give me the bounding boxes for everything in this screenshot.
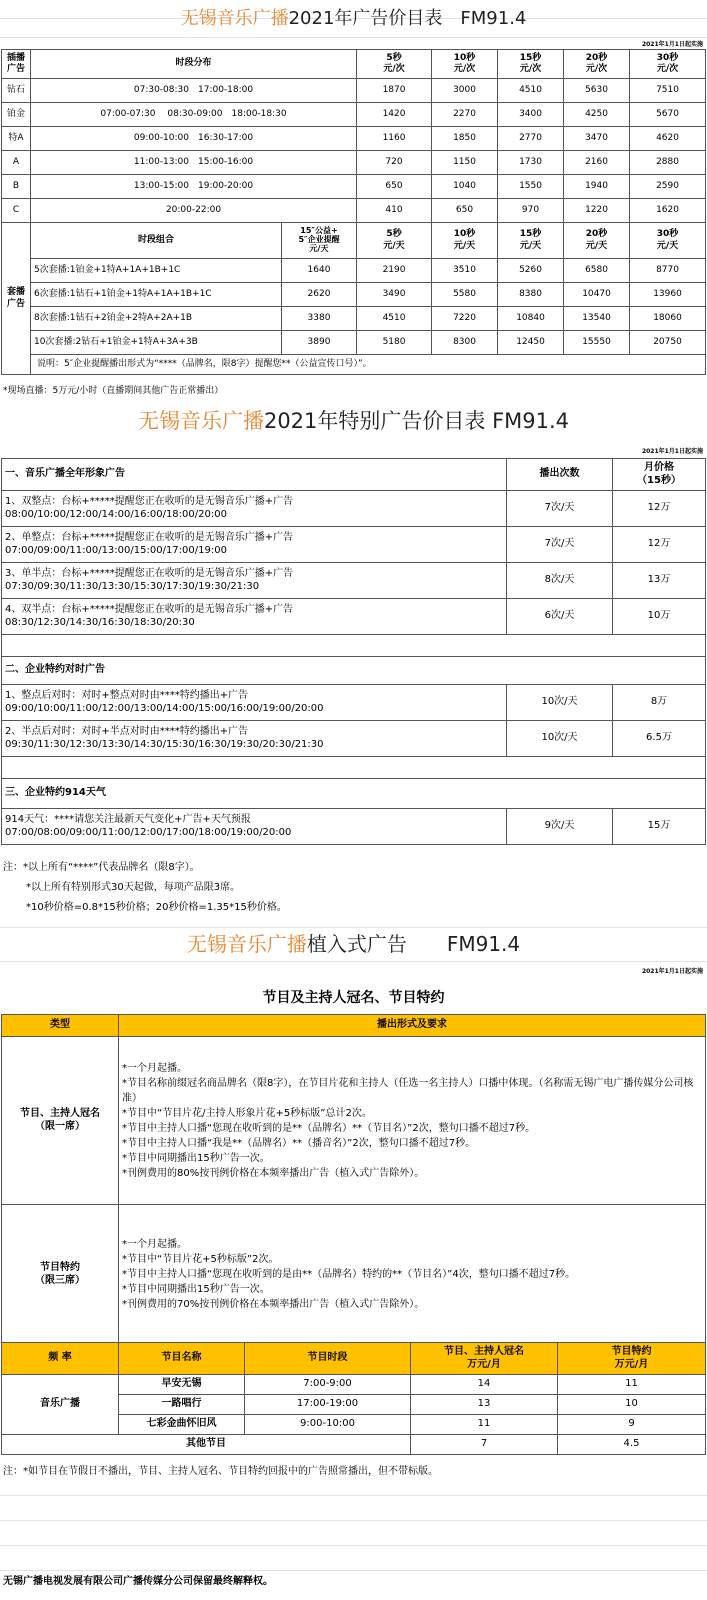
s3-hdr-text: 节目特约 [611, 1346, 652, 1357]
price-cell: 1420 [357, 103, 432, 127]
price-cell: 5180 [357, 331, 432, 355]
table-row [2, 685, 706, 721]
naming-price-cell: 14 [411, 1375, 558, 1395]
price-cell: 6.5万 [613, 721, 706, 757]
s3-hdr-text: 万元/月 [614, 1358, 649, 1370]
s2-heading-row [2, 657, 706, 685]
s1-title-orange: 无锡音乐广播 [180, 8, 289, 29]
table-row [2, 307, 706, 331]
s3-form-line: *节目中主持人口播“您现在收听到的是**（品牌名）**（节目名）”2次，整句口播不超过7秒。 [122, 1122, 536, 1134]
table-row [2, 79, 706, 103]
price-cell: 10840 [498, 307, 564, 331]
s3-subtitle: 节目及主持人冠名、节目特约 [262, 990, 445, 1006]
s1-pkg-hdr-text: 元/天 [309, 243, 329, 253]
price-cell: 970 [498, 199, 564, 223]
price-cell: 2270 [432, 103, 498, 127]
pub-cell: 1640 [282, 259, 357, 283]
price-cell: 4250 [564, 103, 630, 127]
item-line: 2、单整点：台标+*****提醒您正在收听的是无锡音乐广播+广告 [5, 532, 294, 543]
s3-hdr-name: 节目名称 [119, 1343, 245, 1375]
s3-col-form: 播出形式及要求 [119, 1015, 706, 1037]
item-cell [2, 599, 507, 635]
s3-row-sponsor [2, 1205, 706, 1345]
item-line: 07:30/09:30/11:30/13:30/15:30/17:30/19:30/21:30 [5, 580, 260, 592]
table-row [2, 809, 706, 845]
price-cell: 15万 [613, 809, 706, 845]
price-cell: 3470 [564, 127, 630, 151]
time-cell: 09:00-10:00 16:30-17:00 [31, 127, 357, 151]
times-cell: 9次/天 [507, 809, 613, 845]
price-cell: 1730 [498, 151, 564, 175]
table-row [2, 259, 706, 283]
table-row [2, 331, 706, 355]
price-cell: 12万 [613, 491, 706, 527]
spacer-cell [2, 757, 706, 779]
s3-title-orange: 无锡音乐广播 [186, 932, 307, 956]
spacer-cell [2, 635, 706, 657]
s3-form-line: *节目中主持人口播“我是**（品牌名）**（播音名）”2次，整句口播不超过7秒。 [122, 1137, 476, 1149]
times-cell: 10次/天 [507, 721, 613, 757]
s3-freq-cell: 音乐广播 [2, 1375, 119, 1435]
price-cell: 2190 [357, 259, 432, 283]
item-line: 08:30/12:30/14:30/16:30/18:30/20:30 [5, 616, 195, 628]
s1-title-black: 2021年广告价目表 FM91.4 [288, 8, 527, 29]
s2-heading-2: 二、企业特约对时广告 [2, 657, 706, 685]
s3-hdr-freq: 频 率 [2, 1343, 119, 1375]
s1-hdr-text: 20秒 [585, 52, 608, 63]
price-cell: 1220 [564, 199, 630, 223]
program-name-cell: 七彩金曲怀旧风 [119, 1415, 245, 1435]
price-cell: 18060 [630, 307, 706, 331]
table-row [2, 199, 706, 223]
s1-pkg-hdr-text: 15秒 [519, 229, 542, 240]
s1-pkg-hdr-15s [498, 223, 564, 259]
s1-hdr-text: 元/次 [383, 64, 405, 74]
s1-hdr-text: 元/次 [453, 64, 476, 74]
item-line: 07:00/08:00/09:00/11:00/12:00/17:00/18:00/19:00/20:00 [5, 826, 292, 838]
sponsor-price-cell: 4.5 [558, 1435, 706, 1455]
s2-col-price-text: （15秒） [637, 474, 681, 486]
s3-form-line: *刊例费用的80%按刊例价格在本频率播出广告（植入式广告除外）。 [122, 1167, 425, 1179]
grid-line [0, 1570, 707, 1571]
s2-header-row [2, 459, 706, 491]
item-line: 2、半点后对时：对时+半点对时由****特约播出+广告 [5, 726, 249, 737]
pkg-name-cell: 5次套播:1铂金+1特A+1A+1B+1C [31, 259, 282, 283]
table-row [2, 127, 706, 151]
item-line: 07:00/09:00/11:00/13:00/15:00/17:00/19:00 [5, 544, 227, 556]
s3-hdr-sponsor [558, 1343, 706, 1375]
s3-row-naming [2, 1037, 706, 1205]
program-name-cell: 一路唱行 [119, 1395, 245, 1415]
s3-form-line: *节目名称前缀冠名商品牌名（限8字），在节目片花和主持人（任选一名主持人）口播中体现。（名称需无锡广电广播传媒分公司核准） [122, 1077, 694, 1104]
s3-note: 注：*如节目在节假日不播出，节目、主持人冠名、节目特约回报中的广告照常播出，但不带标版。 [3, 1466, 438, 1477]
s1-pkg-hdr-text: 5″企业提醒 [298, 235, 340, 245]
price-cell: 1850 [432, 127, 498, 151]
price-cell: 10万 [613, 599, 706, 635]
price-cell: 12450 [498, 331, 564, 355]
s3-form-line: *节目中主持人口播“您现在收听到的是由**（品牌名）特约的**（节目名）”4次，整句口播不超过7秒。 [122, 1269, 576, 1280]
s1-pkg-hdr-text: 元/天 [453, 240, 476, 251]
s3-title-black: 植入式广告 FM91.4 [306, 932, 521, 956]
price-cell: 8300 [432, 331, 498, 355]
sponsor-price-cell: 10 [558, 1395, 706, 1415]
s1-pkg-hdr-10s [432, 223, 498, 259]
table-row [2, 1435, 706, 1455]
price-cell: 3400 [498, 103, 564, 127]
grade-cell: B [2, 175, 31, 199]
s1-pkg-label-text: 广告 [6, 298, 25, 309]
s2-heading-row [2, 779, 706, 809]
s3-hdr-text: 节目、主持人冠名 [444, 1346, 524, 1357]
s2-col-price-text: 月价格 [644, 462, 674, 473]
s1-hdr-text: 元/次 [519, 64, 542, 74]
s1-header-row [2, 50, 706, 79]
price-cell: 1550 [498, 175, 564, 199]
s2-heading-3: 三、企业特约914天气 [2, 779, 706, 809]
table-row [2, 355, 706, 375]
s3-hdr-text: 万元/月 [467, 1358, 501, 1370]
price-cell: 4510 [357, 307, 432, 331]
s2-col-price [613, 459, 706, 491]
s1-hdr-30s [630, 50, 706, 79]
s3-title [0, 932, 707, 957]
s2-col-times: 播出次数 [507, 459, 613, 491]
grade-cell: 特A [2, 127, 31, 151]
s1-hdr-15s [498, 50, 564, 79]
s1-hdr-ad-type [2, 50, 31, 79]
grade-cell: A [2, 151, 31, 175]
s1-hdr-text: 广告 [6, 64, 25, 74]
program-slot-cell: 9:00-10:00 [245, 1415, 411, 1435]
price-cell: 650 [432, 199, 498, 223]
program-slot-cell: 17:00-19:00 [245, 1395, 411, 1415]
table-row [2, 175, 706, 199]
s3-form-line: *一个月起播。 [122, 1239, 187, 1250]
price-cell: 2880 [630, 151, 706, 175]
s3-header-row [2, 1015, 706, 1037]
s1-date-tag: 2021年1月1日起实施 [641, 41, 703, 48]
s1-explain: 说明：5″企业提醒播出形式为“****（品牌名，限8字）提醒您**（公益宣传口号）”。 [31, 355, 706, 375]
s1-pkg-hdr-30s [630, 223, 706, 259]
s3-form-line: *节目中“节目片花+5秒标版”2次。 [122, 1254, 279, 1265]
s1-live-note: *现场直播：5万元/小时（直播期间其他广告正常播出） [3, 386, 224, 396]
grid-line [0, 927, 707, 928]
program-name-cell: 早安无锡 [119, 1375, 245, 1395]
s1-title [0, 8, 707, 31]
price-cell: 5580 [432, 283, 498, 307]
s3-col-type: 类型 [2, 1015, 119, 1037]
item-line: 09:00/10:00/11:00/12:00/13:00/14:00/15:00/16:00/19:00/20:00 [5, 702, 324, 714]
s1-hdr-20s [564, 50, 630, 79]
grid-line [0, 1545, 707, 1546]
price-cell: 13万 [613, 563, 706, 599]
s1-pkg-hdr-5s [357, 223, 432, 259]
price-cell: 4510 [498, 79, 564, 103]
time-cell: 13:00-15:00 19:00-20:00 [31, 175, 357, 199]
grade-cell: C [2, 199, 31, 223]
s1-pkg-hdr-20s [564, 223, 630, 259]
price-cell: 5670 [630, 103, 706, 127]
pub-cell: 3890 [282, 331, 357, 355]
naming-price-cell: 7 [411, 1435, 558, 1455]
grid-line [0, 1495, 707, 1496]
s1-pkg-label [2, 223, 31, 375]
price-cell: 6580 [564, 259, 630, 283]
price-cell: 2590 [630, 175, 706, 199]
price-cell: 5260 [498, 259, 564, 283]
item-cell [2, 685, 507, 721]
price-cell: 7510 [630, 79, 706, 103]
time-cell: 20:00-22:00 [31, 199, 357, 223]
s1-hdr-text: 10秒 [453, 52, 476, 63]
price-cell: 5630 [564, 79, 630, 103]
s3-hdr-naming [411, 1343, 558, 1375]
price-cell: 7220 [432, 307, 498, 331]
item-line: 1、双整点：台标+*****提醒您正在收听的是无锡音乐广播+广告 [5, 496, 294, 507]
item-cell [2, 491, 507, 527]
price-cell: 20750 [630, 331, 706, 355]
s1-pkg-hdr-text: 元/天 [383, 240, 405, 251]
price-cell: 2770 [498, 127, 564, 151]
times-cell: 8次/天 [507, 563, 613, 599]
s1-hdr-text: 5秒 [386, 52, 402, 63]
s1-pkg-hdr-text: 30秒 [656, 229, 679, 240]
time-cell: 07:30-08:30 17:00-18:00 [31, 79, 357, 103]
price-cell: 13960 [630, 283, 706, 307]
other-program-cell: 其他节目 [2, 1435, 411, 1455]
s1-pkg-hdr-text: 元/天 [656, 240, 679, 251]
s1-pkg-hdr-combo: 时段组合 [31, 223, 282, 259]
s1-hdr-text: 元/次 [585, 64, 608, 74]
s1-hdr-text: 元/次 [656, 64, 679, 74]
s1-hdr-text: 30秒 [656, 52, 679, 63]
grade-cell: 钻石 [2, 79, 31, 103]
s1-hdr-10s [432, 50, 498, 79]
s2-title [0, 408, 707, 434]
price-cell: 10470 [564, 283, 630, 307]
s3-form-line: *节目中同期播出15秒广告一次。 [122, 1152, 270, 1164]
table-row [2, 599, 706, 635]
price-cell: 15550 [564, 331, 630, 355]
item-cell [2, 721, 507, 757]
times-cell: 10次/天 [507, 685, 613, 721]
s1-hdr-text: 15秒 [519, 52, 542, 63]
s1-pkg-hdr-text: 20秒 [585, 229, 608, 240]
time-cell: 07:00-07:30 08:30-09:00 18:00-18:30 [31, 103, 357, 127]
sponsor-price-cell: 9 [558, 1415, 706, 1435]
times-cell: 7次/天 [507, 491, 613, 527]
table-row [2, 527, 706, 563]
table-row [2, 563, 706, 599]
s2-note-1: 注：*以上所有“****”代表品牌名（限8字）。 [3, 862, 200, 873]
price-cell: 1870 [357, 79, 432, 103]
s3-program-table [1, 1342, 706, 1455]
table-row [2, 491, 706, 527]
s2-title-orange: 无锡音乐广播 [137, 409, 264, 433]
s2-date-tag: 2021年1月1日起实施 [641, 448, 703, 455]
price-cell: 8770 [630, 259, 706, 283]
price-cell: 1040 [432, 175, 498, 199]
s3-program-header-row [2, 1343, 706, 1375]
price-cell: 4620 [630, 127, 706, 151]
s3-hdr-slot: 节目时段 [245, 1343, 411, 1375]
price-cell: 13540 [564, 307, 630, 331]
spacer-row [2, 635, 706, 657]
table-row [2, 151, 706, 175]
price-cell: 2160 [564, 151, 630, 175]
s3-form-sponsor [119, 1205, 706, 1345]
sponsor-price-cell: 11 [558, 1375, 706, 1395]
s1-package-header-row [2, 223, 706, 259]
times-cell: 6次/天 [507, 599, 613, 635]
grade-cell: 铂金 [2, 103, 31, 127]
pub-cell: 2620 [282, 283, 357, 307]
s3-form-line: *刊例费用的70%按刊例价格在本频率播出广告（植入式广告除外）。 [122, 1299, 425, 1310]
table-row [2, 1375, 706, 1395]
s3-type-text: （限一席） [35, 1120, 85, 1132]
table-row [2, 283, 706, 307]
grid-line [0, 37, 707, 38]
table-row [2, 721, 706, 757]
times-cell: 7次/天 [507, 527, 613, 563]
item-line: 09:30/11:30/12:30/13:30/14:30/15:30/16:30/19:30/20:30/21:30 [5, 738, 324, 750]
price-cell: 410 [357, 199, 432, 223]
price-cell: 720 [357, 151, 432, 175]
price-cell: 1620 [630, 199, 706, 223]
s1-hdr-time: 时段分布 [31, 50, 357, 79]
s1-pkg-hdr-pub [282, 223, 357, 259]
s1-hdr-text: 插播 [6, 52, 25, 63]
price-cell: 650 [357, 175, 432, 199]
pub-cell: 3380 [282, 307, 357, 331]
s3-form-line: *一个月起播。 [122, 1062, 187, 1074]
s1-pkg-hdr-text: 15″公益+ [300, 226, 338, 236]
item-line: 08:00/10:00/12:00/14:00/16:00/18:00/20:00 [5, 508, 227, 520]
naming-price-cell: 11 [411, 1415, 558, 1435]
pkg-name-cell: 8次套播:1钻石+2铂金+2特A+2A+1B [31, 307, 282, 331]
price-cell: 3490 [357, 283, 432, 307]
s3-type-sponsor [2, 1205, 119, 1345]
price-cell: 3510 [432, 259, 498, 283]
s1-pkg-hdr-text: 元/天 [585, 240, 608, 251]
pkg-name-cell: 6次套播:1钻石+1铂金+1特A+1A+1B+1C [31, 283, 282, 307]
program-slot-cell: 7:00-9:00 [245, 1375, 411, 1395]
item-cell [2, 527, 507, 563]
item-line: 3、单半点：台标+*****提醒您正在收听的是无锡音乐广播+广告 [5, 568, 294, 579]
s3-form-line: *节目中同期播出15秒广告一次。 [122, 1284, 270, 1295]
price-cell: 8380 [498, 283, 564, 307]
item-line: 914天气：****请您关注最新天气变化+广告+天气预报 [5, 814, 251, 825]
s1-pkg-hdr-text: 10秒 [453, 229, 476, 240]
price-cell: 8万 [613, 685, 706, 721]
price-cell: 1940 [564, 175, 630, 199]
time-cell: 11:00-13:00 15:00-16:00 [31, 151, 357, 175]
s3-type-text: 节目、主持人冠名 [20, 1108, 100, 1119]
s3-type-text: 节目特约 [40, 1262, 80, 1273]
pkg-name-cell: 10次套播:2钻石+1铂金+1特A+3A+3B [31, 331, 282, 355]
s2-note-3: *10秒价格=0.8*15秒价格；20秒价格=1.35*15秒价格。 [26, 902, 287, 913]
s2-note-2: *以上所有特别形式30天起做，每项产品限3席。 [26, 882, 241, 893]
s3-type-text: （限三席） [35, 1274, 85, 1286]
item-line: 4、双半点：台标+*****提醒您正在收听的是无锡音乐广播+广告 [5, 604, 294, 615]
spacer-row [2, 757, 706, 779]
s2-special-table [1, 458, 706, 845]
s3-placement-table [1, 1014, 706, 1345]
s3-form-naming [119, 1037, 706, 1205]
s1-hdr-5s [357, 50, 432, 79]
price-cell: 1160 [357, 127, 432, 151]
grid-line [0, 961, 707, 962]
footer-disclaimer: 无锡广播电视发展有限公司广播传媒分公司保留最终解释权。 [3, 1576, 273, 1587]
price-cell: 3000 [432, 79, 498, 103]
s1-pkg-label-text: 套播 [6, 287, 25, 298]
item-cell [2, 809, 507, 845]
s2-heading-1: 一、音乐广播全年形象广告 [2, 459, 507, 491]
grid-line [0, 1520, 707, 1521]
s3-date-tag: 2021年1月1日起实施 [641, 968, 703, 975]
s1-pkg-hdr-text: 元/天 [519, 240, 542, 251]
item-line: 1、整点后对时：对时+整点对时由****特约播出+广告 [5, 690, 249, 701]
price-cell: 12万 [613, 527, 706, 563]
s1-pkg-hdr-text: 5秒 [386, 229, 402, 240]
s3-form-line: *节目中“节目片花/主持人形象片花+5秒标版”总计2次。 [122, 1107, 372, 1119]
naming-price-cell: 13 [411, 1395, 558, 1415]
price-cell: 1150 [432, 151, 498, 175]
s2-title-black: 2021年特别广告价目表 FM91.4 [263, 409, 570, 433]
s3-type-naming [2, 1037, 119, 1205]
s1-price-table [1, 49, 706, 375]
table-row [2, 103, 706, 127]
item-cell [2, 563, 507, 599]
